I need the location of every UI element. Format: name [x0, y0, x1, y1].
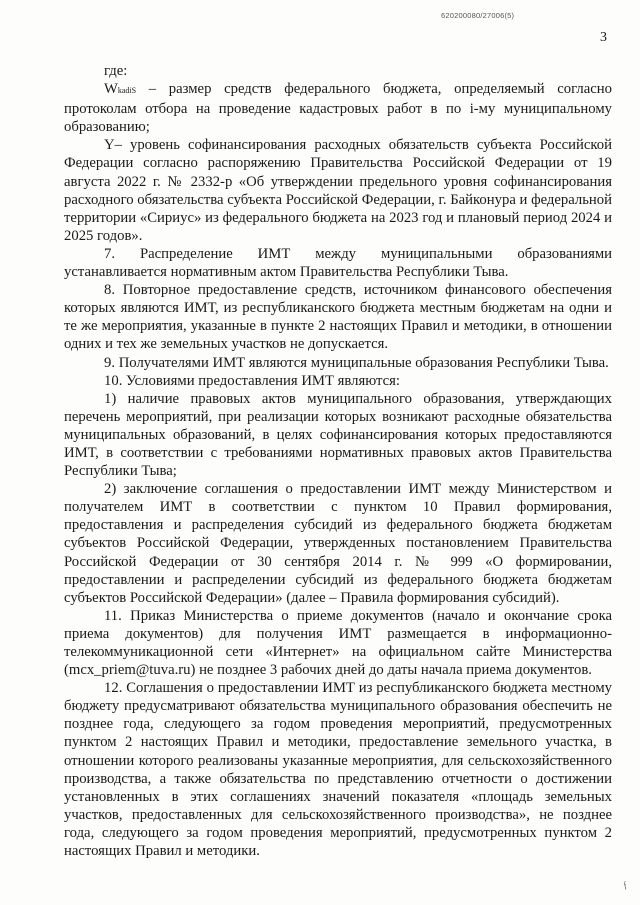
w-definition-text: – размер средств федерального бюджета, определяемый согласно протоколам отбора на проведение кадастровых работ в по i-му муниципальному образованию;: [64, 81, 612, 136]
page-number: 3: [600, 30, 607, 45]
document-id: 620200080/27006(5): [441, 11, 515, 20]
paragraph-9: 9. Получателями ИМТ являются муниципальные образования Республики Тыва.: [104, 354, 609, 371]
document-body: [64, 62, 612, 860]
y-definition: Y– уровень софинансирования расходных обязательств субъекта Российской Федерации согласно распоряжению Правительства Российской Федерации от 19 августа 2022 г. № 2332-р «Об утверждении предельного уровня софинансирования расходного обязательства субъекта Российской Федерации, г. Байконура и федеральной территории «Сириус» из федерального бюджета на 2023 год и плановый период 2024 и 2025 годов».: [64, 137, 612, 244]
w-symbol: W: [104, 81, 118, 98]
where-label: где:: [104, 63, 128, 79]
paragraph-8: 8. Повторное предоставление средств, источником финансового обеспечения которых являются ИМТ, из республиканского бюджета местным бюджетам на одни и те же мероприятия, указанные в пункте 2 настоящих Правил и методики, в отношении одних и тех же земельных участков не допускается.: [64, 282, 612, 353]
corner-mark: ƒ: [621, 879, 630, 892]
paragraph-10-2: 2) заключение соглашения о предоставлении ИМТ между Министерством и получателем ИМТ в соответствии с пунктом 10 Правил формирования, предоставления и распределения субсидий из федерального бюджета бюджетам субъектов Российской Федерации, утвержденных постановлением Правительства Российской Федерации от 30 сентября 2014 г. № 999 «О формировании, предоставлении и распределении субсидий из федерального бюджета бюджетам субъектов Российской Федерации» (далее – Правила формирования субсидий).: [64, 481, 612, 606]
paragraph-12: 12. Соглашения о предоставлении ИМТ из республиканского бюджета местному бюджету предусматривают обязательства муниципального образования обеспечить не позднее года, следующего за годом проведения мероприятий, предусмотренных пунктом 2 настоящих Правил и методики, предоставление земельного участка, в отношении которого реализованы указанные мероприятия, для сельскохозяйственного производства, а также обязательства по представлению отчетности о достижении установленных в этих соглашениях значений показателя «площадь земельных участков, предоставленных для сельскохозяйственного производства», не позднее года, следующего за годом проведения мероприятий, предусмотренных пунктом 2 настоящих Правил и методики.: [64, 680, 612, 860]
paragraph-11: 11. Приказ Министерства о приеме документов (начало и окончание срока приема документов) для получения ИМТ размещается в информационно-телекоммуникационной сети «Интернет» на официальном сайте Министерства (mcx_priem@tuva.ru) не позднее 3 рабочих дней до даты начала приема документов.: [64, 607, 612, 679]
paragraph-10-1: 1) наличие правовых актов муниципального образования, утверждающих перечень мероприятий, при реализации которых возникают расходные обязательства муниципальных образований, в целях софинансирования которых предоставляются ИМТ, в соответствии с требованиями нормативных правовых актов Правительства Республики Тыва;: [64, 390, 612, 480]
paragraph-10: 10. Условиями предоставления ИМТ являются:: [104, 372, 400, 389]
w-subscript: kadiS: [117, 86, 137, 96]
paragraph-7: 7. Распределение ИМТ между муниципальными образованиями устанавливается нормативным актом Правительства Республики Тыва.: [64, 245, 612, 281]
w-definition: [64, 80, 612, 136]
